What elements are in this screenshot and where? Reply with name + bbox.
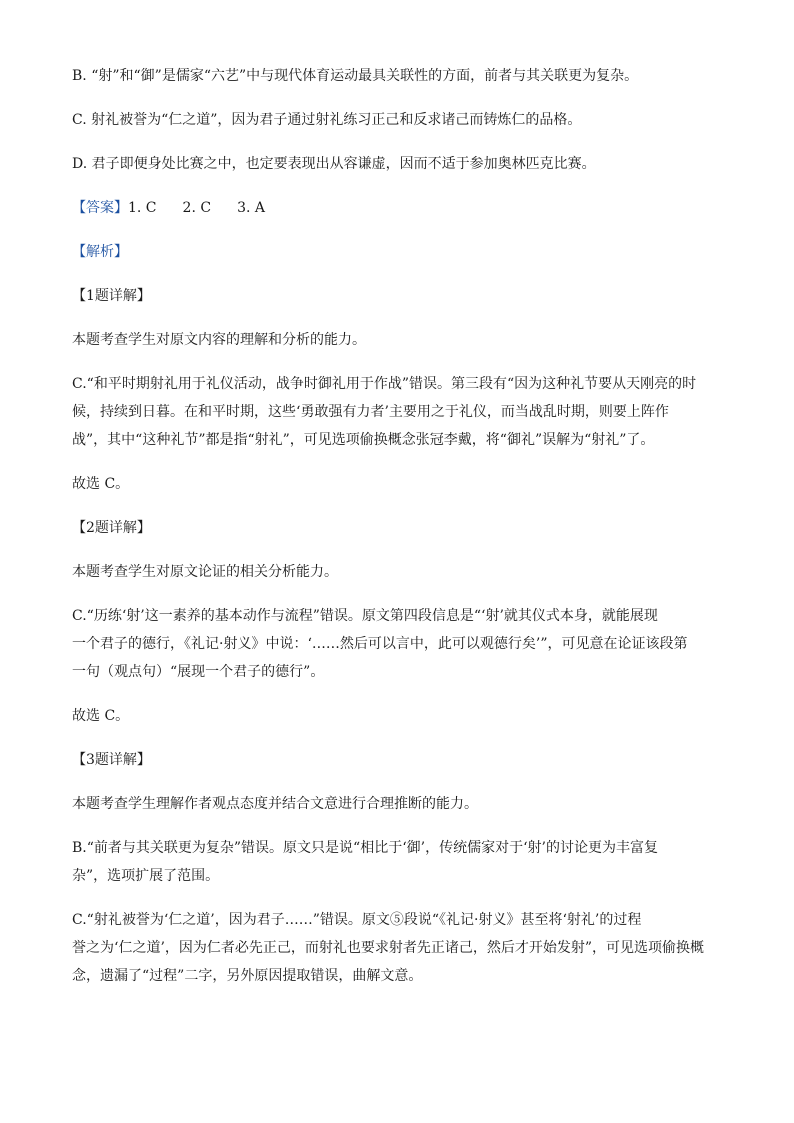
answer-item-1: 1. C xyxy=(128,200,157,216)
q1-para-line-3: 战”，其中“这种礼节”都是指“射礼”，可见选项偷换概念张冠李戴，将“御礼”误解为“射礼”了。 xyxy=(72,432,655,448)
q1-intro: 本题考查学生对原文内容的理解和分析的能力。 xyxy=(72,332,366,348)
answer-line xyxy=(72,194,732,222)
q1-para-line-1: C.“和平时期射礼用于礼仪活动，战争时御礼用于作战”错误。第三段有“因为这种礼节要从天刚亮的时 xyxy=(72,376,697,392)
q3-b-line-1: B.“前者与其关联更为复杂”错误。原文只是说“相比于‘御’，传统儒家对于‘射’的讨论更为丰富复 xyxy=(72,840,659,856)
q2-para-line-3: 一句（观点句）“展现一个君子的德行”。 xyxy=(72,664,325,680)
q3-c-line-3: 念，遗漏了“过程”二字，另外原因提取错误，曲解文意。 xyxy=(72,968,423,984)
q2-conclusion: 故选 C。 xyxy=(72,708,130,724)
q3-c-line-2: 誉之为‘仁之道’，因为仁者必先正己，而射礼也要求射者先正诸己，然后才开始发射”，可见选项偷换概 xyxy=(72,940,705,956)
q2-para-line-2: 一个君子的德行，《礼记·射义》中说：‘……然后可以言中，此可以观德行矣’”，可见意在论证该段第 xyxy=(72,636,688,652)
analysis-label: 【解析】 xyxy=(72,244,128,260)
q3-c-line-1: C.“射礼被誉为‘仁之道’，因为君子……”错误。原文⑤段说“《礼记·射义》甚至将‘射礼’的过程 xyxy=(72,912,642,928)
q3-intro: 本题考查学生理解作者观点态度并结合文意进行合理推断的能力。 xyxy=(72,796,478,812)
answer-item-3: 3. A xyxy=(237,200,265,216)
option-c: C. 射礼被誉为“仁之道”，因为君子通过射礼练习正己和反求诸己而铸炼仁的品格。 xyxy=(72,112,582,128)
q2-para-line-1: C.“历练‘射’这一素养的基本动作与流程”错误。原文第四段信息是“‘射’就其仪式本身，就能展现 xyxy=(72,608,658,624)
answer-label: 【答案】 xyxy=(72,200,128,216)
q1-para-line-2: 候，持续到日暮。在和平时期，这些‘勇敢强有力者’主要用之于礼仪，而当战乱时期，则要上阵作 xyxy=(72,404,669,420)
q1-conclusion: 故选 C。 xyxy=(72,476,130,492)
q3-title: 【3题详解】 xyxy=(72,752,151,768)
q2-intro: 本题考查学生对原文论证的相关分析能力。 xyxy=(72,564,338,580)
answer-item-2: 2. C xyxy=(182,200,212,216)
option-d: D. 君子即便身处比赛之中，也定要表现出从容谦虚，因而不适于参加奥林匹克比赛。 xyxy=(72,156,596,172)
q1-title: 【1题详解】 xyxy=(72,288,151,304)
option-b: B. “射”和“御”是儒家“六艺”中与现代体育运动最具关联性的方面，前者与其关联更为复杂。 xyxy=(72,68,639,84)
document-page xyxy=(72,62,732,990)
q3-b-line-2: 杂”，选项扩展了范围。 xyxy=(72,868,220,884)
q2-title: 【2题详解】 xyxy=(72,520,151,536)
